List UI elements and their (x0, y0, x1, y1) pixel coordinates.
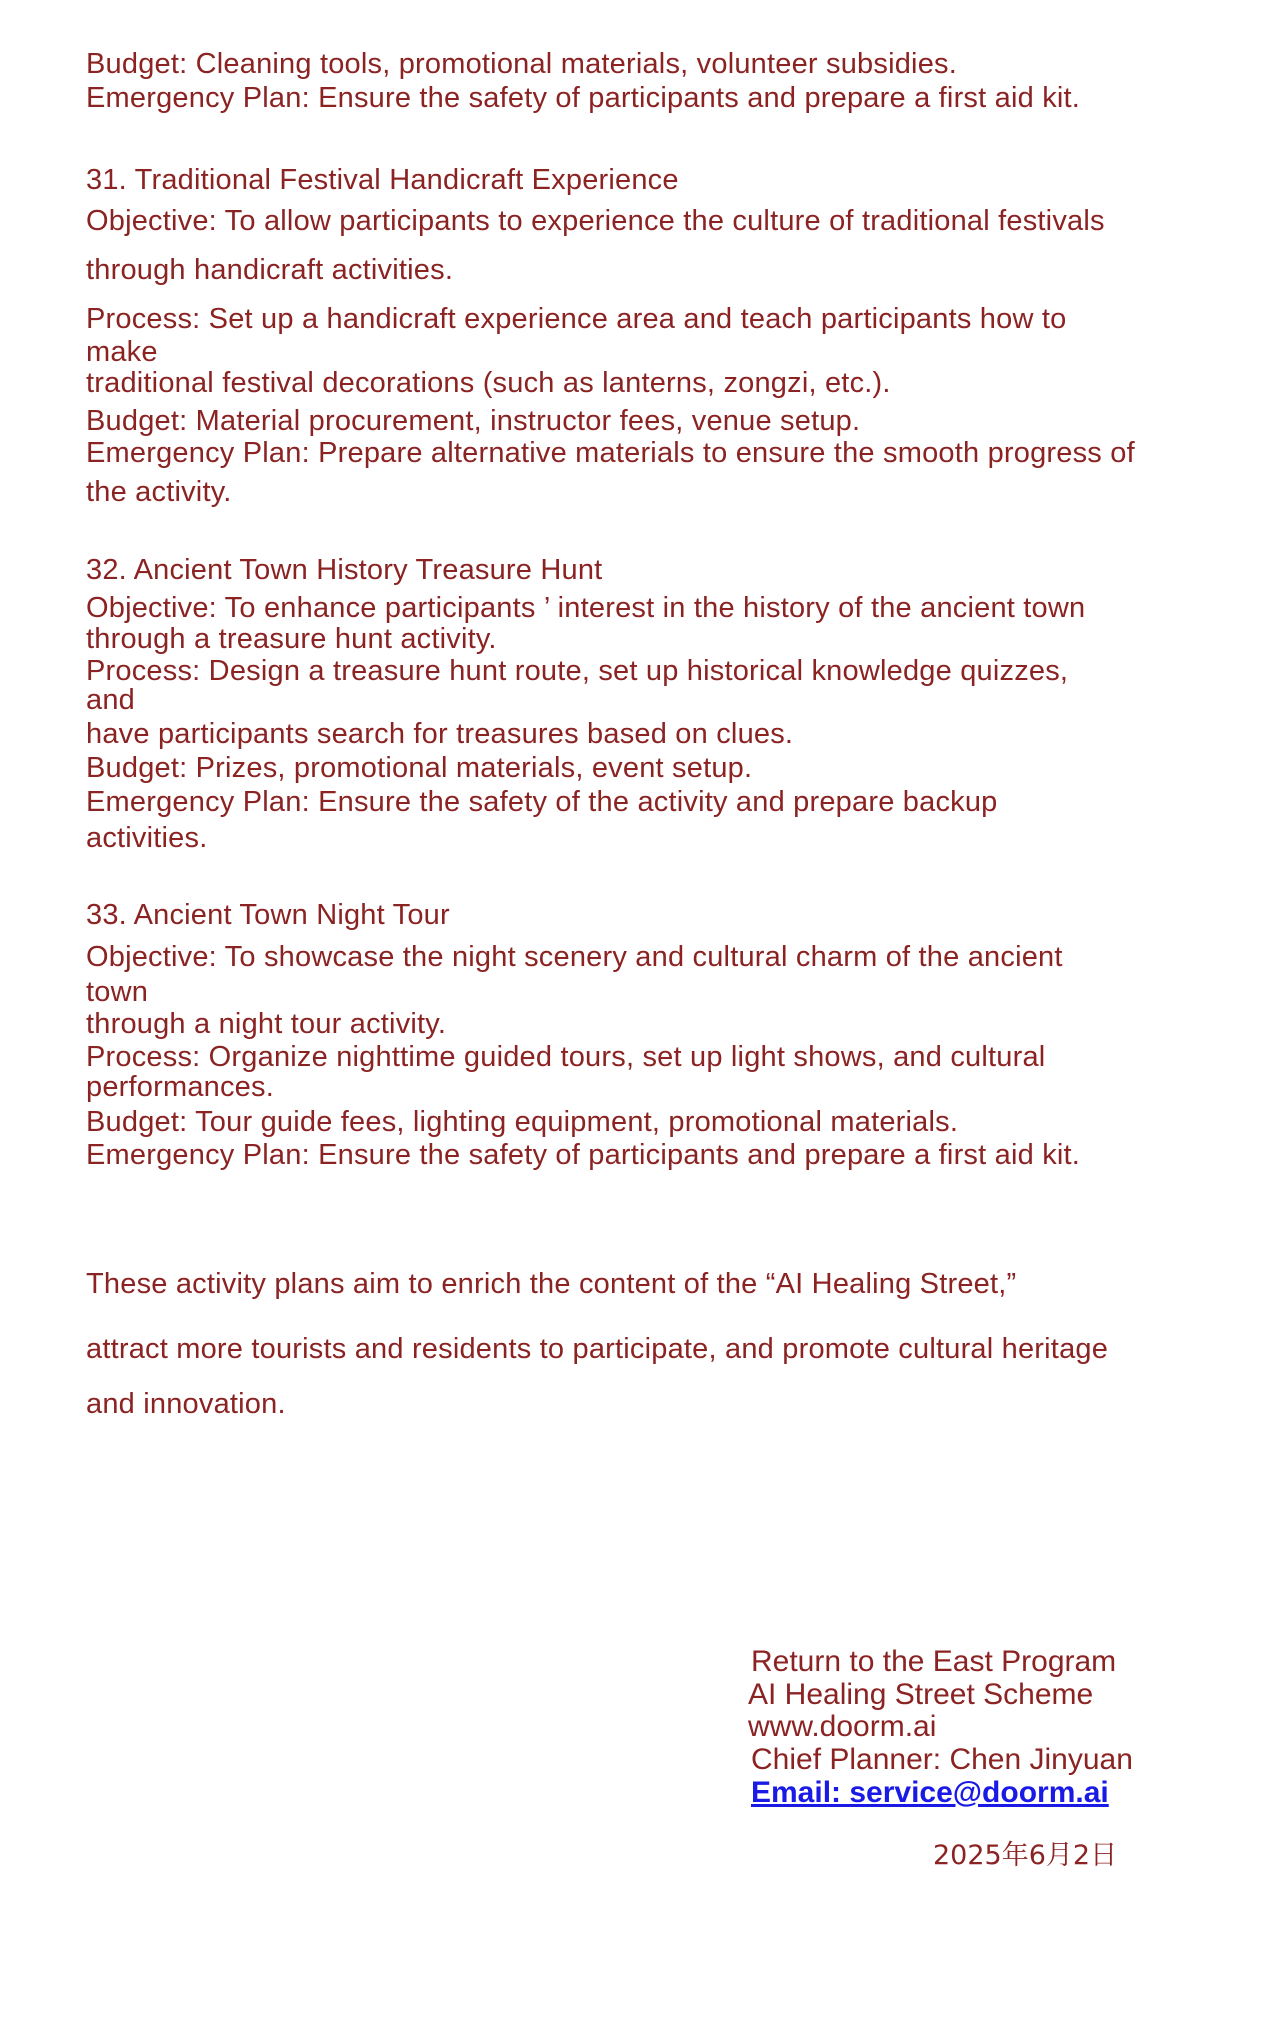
section-heading-31: 31. Traditional Festival Handicraft Experience (86, 164, 679, 196)
process-line-32: Process: Design a treasure hunt route, set up historical knowledge quizzes, (86, 655, 1069, 687)
emergency-plan-line-31-cont: the activity. (86, 476, 232, 508)
signature-planner: Chief Planner: Chen Jinyuan (751, 1743, 1133, 1776)
process-line-32-wrap: and (86, 684, 135, 716)
closing-paragraph-line-1: These activity plans aim to enrich the content of the “AI Healing Street,” (86, 1268, 1017, 1300)
signature-scheme: AI Healing Street Scheme (748, 1678, 1094, 1711)
objective-line-33-wrap: town (86, 976, 149, 1008)
budget-line-33: Budget: Tour guide fees, lighting equipment, promotional materials. (86, 1106, 959, 1138)
emergency-plan-line-31: Emergency Plan: Prepare alternative materials to ensure the smooth progress of (86, 437, 1135, 469)
section-heading-33: 33. Ancient Town Night Tour (86, 899, 450, 931)
budget-line-32: Budget: Prizes, promotional materials, event setup. (86, 752, 753, 784)
signature-date: 2025年6月2日 (933, 1840, 1118, 1871)
objective-line-33: Objective: To showcase the night scenery and cultural charm of the ancient (86, 941, 1063, 973)
process-line-31-wrap: make (86, 336, 158, 368)
section-heading-32: 32. Ancient Town History Treasure Hunt (86, 554, 603, 586)
objective-line-33-cont: through a night tour activity. (86, 1008, 447, 1040)
objective-line-32: Objective: To enhance participants ’ interest in the history of the ancient town (86, 592, 1086, 624)
emergency-plan-line-32: Emergency Plan: Ensure the safety of the activity and prepare backup (86, 786, 998, 818)
process-line-32-cont: have participants search for treasures based on clues. (86, 718, 794, 750)
process-line-31-cont: traditional festival decorations (such as lanterns, zongzi, etc.). (86, 367, 891, 399)
objective-line-31: Objective: To allow participants to experience the culture of traditional festivals (86, 205, 1105, 237)
process-line-33: Process: Organize nighttime guided tours, set up light shows, and cultural (86, 1041, 1046, 1073)
budget-line-31: Budget: Material procurement, instructor fees, venue setup. (86, 405, 861, 437)
objective-line-32-cont: through a treasure hunt activity. (86, 623, 497, 655)
emergency-plan-line-32-cont: activities. (86, 822, 208, 854)
emergency-plan-line-33: Emergency Plan: Ensure the safety of participants and prepare a first aid kit. (86, 1139, 1081, 1171)
signature-website: www.doorm.ai (748, 1710, 937, 1743)
signature-email-link[interactable]: Email: service@doorm.ai (751, 1776, 1109, 1809)
closing-paragraph-line-2: attract more tourists and residents to participate, and promote cultural heritage (86, 1333, 1109, 1365)
process-line-33-cont: performances. (86, 1071, 274, 1103)
closing-paragraph-line-3: and innovation. (86, 1388, 286, 1420)
process-line-31: Process: Set up a handicraft experience area and teach participants how to (86, 303, 1067, 335)
emergency-plan-line-30: Emergency Plan: Ensure the safety of participants and prepare a first aid kit. (86, 82, 1081, 114)
budget-line-30: Budget: Cleaning tools, promotional materials, volunteer subsidies. (86, 48, 957, 80)
objective-line-31-cont: through handicraft activities. (86, 254, 454, 286)
signature-program: Return to the East Program (751, 1645, 1117, 1678)
